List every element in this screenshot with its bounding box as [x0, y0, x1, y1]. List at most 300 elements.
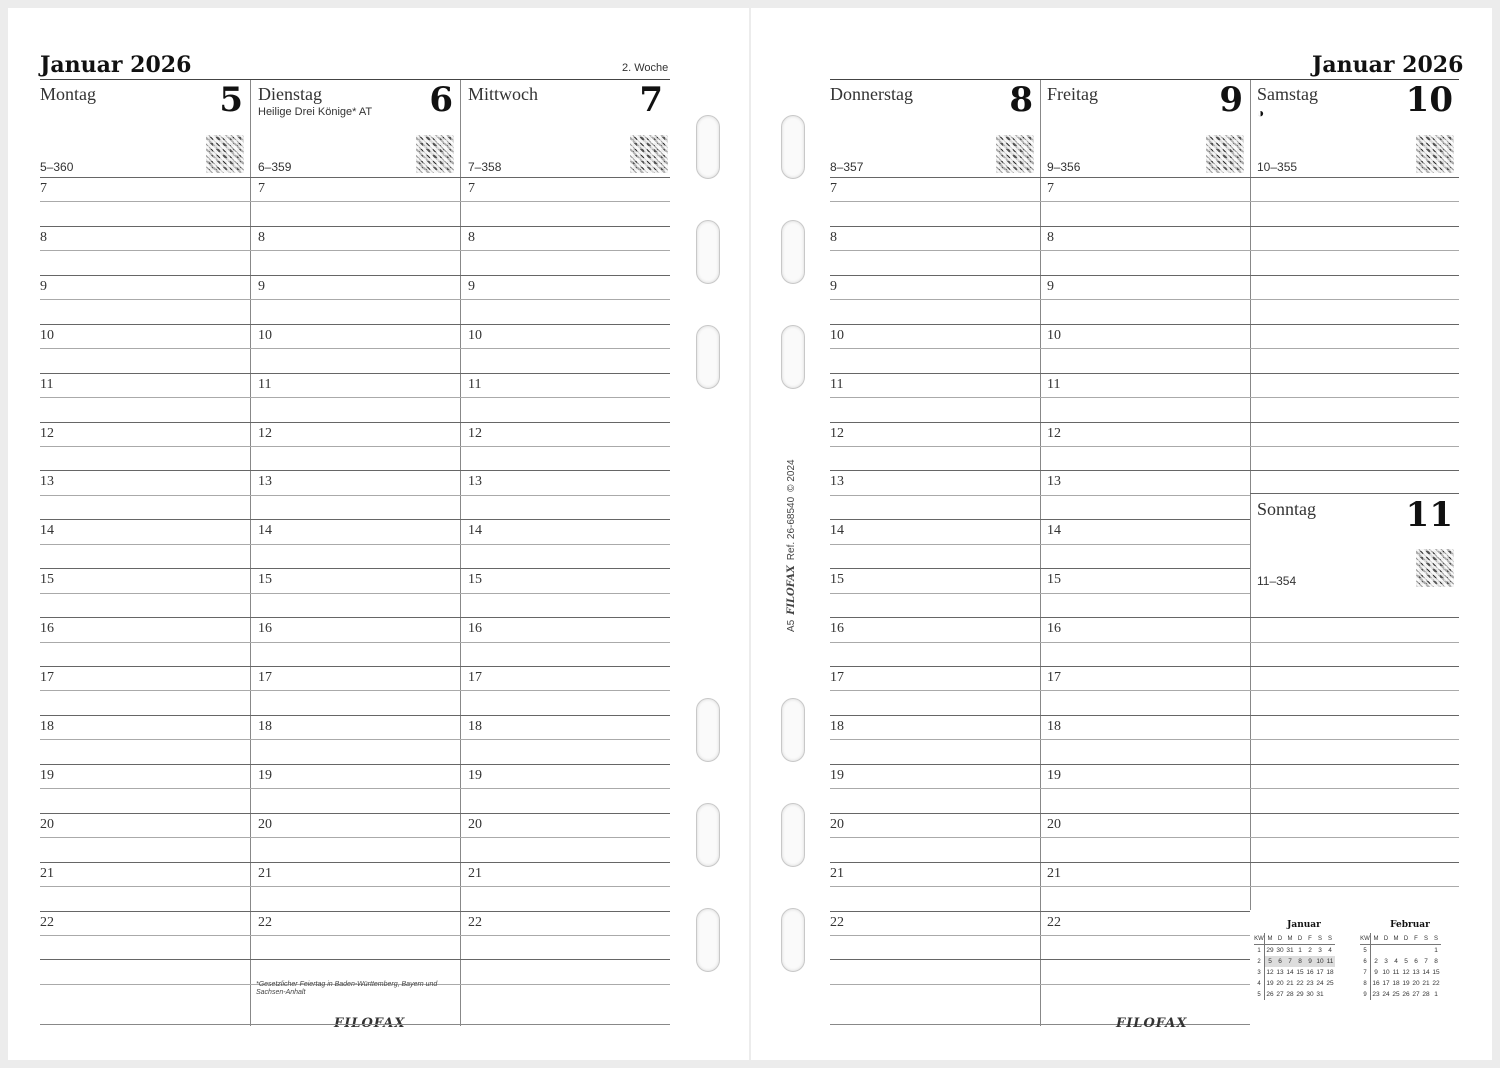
- mini-cal-header: S: [1325, 933, 1335, 945]
- left-grid-line: [40, 397, 670, 398]
- left-grid-line: [40, 324, 670, 325]
- mini-cal-day: 12: [1402, 969, 1410, 976]
- hour-label: 11: [1047, 377, 1061, 392]
- mini-cal-day: 5: [1404, 958, 1408, 965]
- mini-cal-day: [1391, 945, 1401, 957]
- hour-label: 13: [1047, 474, 1061, 489]
- left-grid-line: [40, 862, 670, 863]
- holiday-label-1: Heilige Drei Könige* AT: [258, 106, 373, 118]
- hour-label: 10: [1047, 328, 1061, 343]
- ring-hole: [781, 908, 805, 972]
- mini-cal-week-number: 3: [1254, 967, 1265, 978]
- hour-label: 8: [1047, 230, 1054, 245]
- qr-code-5: [1416, 135, 1454, 173]
- mini-cal-week-number: 2: [1254, 956, 1265, 967]
- mini-calendar-1: [1360, 933, 1441, 1000]
- ring-hole: [781, 325, 805, 389]
- hour-label: 21: [40, 866, 54, 881]
- mini-cal-day: 6: [1275, 956, 1285, 967]
- right-grid-line: [830, 715, 1459, 716]
- mini-cal-day: 2: [1374, 958, 1378, 965]
- hour-label: 9: [830, 279, 837, 294]
- mini-cal-day: 30: [1306, 991, 1314, 998]
- mini-cal-week-number: 5: [1360, 945, 1371, 957]
- mini-cal-day: 23: [1306, 980, 1314, 987]
- ring-hole: [696, 803, 720, 867]
- mini-cal-week-number: 5: [1254, 989, 1265, 1000]
- right-col-divider-1: [1040, 80, 1041, 1026]
- hour-label: 20: [468, 817, 482, 832]
- mini-cal-header: F: [1305, 933, 1315, 945]
- hour-label: 9: [468, 279, 475, 294]
- right-grid-line: [830, 177, 1459, 178]
- mini-cal-day: 20: [1412, 980, 1420, 987]
- right-grid-line: [830, 348, 1459, 349]
- right-grid-line: [830, 788, 1459, 789]
- left-grid-line: [40, 226, 670, 227]
- hour-label: 20: [40, 817, 54, 832]
- day-name-4: Freitag: [1047, 84, 1098, 104]
- hour-label: 10: [40, 328, 54, 343]
- hour-label: 22: [258, 915, 272, 930]
- hour-label: 13: [468, 474, 482, 489]
- hour-label: 15: [1047, 572, 1061, 587]
- right-header-rule: [830, 79, 1459, 80]
- mini-cal-day: 10: [1382, 969, 1390, 976]
- right-grid-line: [830, 690, 1459, 691]
- mini-cal-day: 5: [1265, 956, 1276, 967]
- hour-label: 17: [830, 670, 844, 685]
- mini-cal-day: 21: [1422, 980, 1430, 987]
- mini-cal-header: M: [1285, 933, 1295, 945]
- hour-label: 14: [468, 523, 482, 538]
- mini-cal-header: M: [1391, 933, 1401, 945]
- ring-hole: [781, 698, 805, 762]
- mini-cal-day: 19: [1402, 980, 1410, 987]
- left-grid-line: [40, 837, 670, 838]
- right-grid-line: [830, 544, 1250, 545]
- right-grid-line: [830, 739, 1459, 740]
- mini-cal-header: D: [1275, 933, 1285, 945]
- right-grid-line: [830, 446, 1459, 447]
- hour-label: 21: [1047, 866, 1061, 881]
- sunday-grid-start: [1250, 617, 1459, 618]
- mini-cal-day: 18: [1326, 969, 1334, 976]
- mini-cal-day: [1371, 945, 1382, 957]
- hour-label: 12: [468, 426, 482, 441]
- mini-cal-day: 2: [1308, 947, 1312, 954]
- mini-cal-day: 31: [1286, 947, 1294, 954]
- hour-label: 18: [258, 719, 272, 734]
- hour-label: 20: [258, 817, 272, 832]
- day-name-3: Donnerstag: [830, 84, 913, 104]
- left-col-divider-1: [250, 80, 251, 1026]
- day-of-year-3: 8–357: [830, 160, 864, 174]
- hour-label: 14: [1047, 523, 1061, 538]
- left-grid-line: [40, 177, 670, 178]
- mini-cal-header: D: [1295, 933, 1305, 945]
- mini-calendar-0: [1254, 933, 1335, 1000]
- left-grid-line: [40, 813, 670, 814]
- hour-label: 7: [1047, 181, 1054, 196]
- right-grid-line: [830, 519, 1250, 520]
- left-grid-line: [40, 348, 670, 349]
- mini-cal-day: 6: [1414, 958, 1418, 965]
- hour-label: 18: [1047, 719, 1061, 734]
- mini-cal-day: 20: [1276, 980, 1284, 987]
- right-grid-line: [830, 959, 1250, 960]
- left-grid-line: [40, 544, 670, 545]
- hour-label: 9: [1047, 279, 1054, 294]
- spine-copyright: © 2024: [786, 459, 797, 492]
- day-of-year-0: 5–360: [40, 160, 74, 174]
- hour-label: 12: [1047, 426, 1061, 441]
- spine-ref: Ref. 26-68540: [786, 496, 797, 561]
- holiday-footnote: *Gesetzlicher Feiertag in Baden-Württemberg, Bayern und Sachsen-Anhalt: [256, 981, 438, 996]
- left-grid-line: [40, 299, 670, 300]
- mini-cal-day: 29: [1266, 947, 1274, 954]
- left-grid-line: [40, 519, 670, 520]
- hour-label: 10: [258, 328, 272, 343]
- right-grid-line: [830, 764, 1459, 765]
- left-grid-line: [40, 495, 670, 496]
- mini-cal-day: 12: [1266, 969, 1274, 976]
- day-name-sunday: Sonntag: [1257, 499, 1317, 519]
- right-grid-line: [830, 495, 1250, 496]
- right-grid-line: [830, 911, 1250, 912]
- mini-cal-header: S: [1315, 933, 1325, 945]
- ring-hole: [696, 115, 720, 179]
- mini-cal-day: 24: [1382, 991, 1390, 998]
- hour-label: 21: [258, 866, 272, 881]
- left-grid-line: [40, 764, 670, 765]
- left-grid-line: [40, 935, 670, 936]
- qr-code-3: [996, 135, 1034, 173]
- hour-label: 17: [40, 670, 54, 685]
- spine-brand: FILOFAX: [786, 565, 797, 615]
- hour-label: 7: [258, 181, 265, 196]
- mini-cal-day: 14: [1422, 969, 1430, 976]
- left-grid-line: [40, 739, 670, 740]
- right-col-divider-2: [1250, 80, 1251, 910]
- left-grid-line: [40, 642, 670, 643]
- right-grid-line: [830, 593, 1250, 594]
- mini-cal-day: 1: [1434, 991, 1438, 998]
- hour-label: 19: [468, 768, 482, 783]
- left-grid-line: [40, 911, 670, 912]
- right-grid-line: [830, 397, 1459, 398]
- mini-cal-day: [1325, 989, 1335, 1000]
- mini-cal-week-number: 6: [1360, 956, 1371, 967]
- mini-cal-day: 22: [1432, 980, 1440, 987]
- hour-label: 14: [830, 523, 844, 538]
- left-grid-line: [40, 886, 670, 887]
- right-grid-line: [830, 886, 1459, 887]
- mini-cal-day: 29: [1296, 991, 1304, 998]
- left-grid-line: [40, 715, 670, 716]
- left-grid-line: [40, 690, 670, 691]
- hour-label: 16: [40, 621, 54, 636]
- mini-cal-day: 11: [1392, 969, 1400, 976]
- mini-cal-day: 3: [1384, 958, 1388, 965]
- day-of-year-4: 9–356: [1047, 160, 1081, 174]
- mini-cal-day: 1: [1298, 947, 1302, 954]
- left-col-divider-2: [460, 80, 461, 1026]
- left-header-rule: [40, 79, 670, 80]
- left-page-title: Januar 2026: [40, 52, 192, 78]
- mini-cal-week-number: 1: [1254, 945, 1265, 957]
- mini-cal-day: 28: [1286, 991, 1294, 998]
- right-grid-line: [830, 226, 1459, 227]
- hour-label: 7: [830, 181, 837, 196]
- filofax-logo-right: FILOFAX: [1116, 1016, 1188, 1031]
- right-grid-line: [830, 837, 1459, 838]
- right-grid-line: [830, 984, 1250, 985]
- mini-cal-day: 19: [1266, 980, 1274, 987]
- right-grid-line: [830, 201, 1459, 202]
- right-grid-line: [830, 299, 1459, 300]
- mini-cal-day: 8: [1434, 958, 1438, 965]
- left-grid-line: [40, 593, 670, 594]
- mini-cal-week-number: 4: [1254, 978, 1265, 989]
- right-grid-line: [830, 470, 1459, 471]
- hour-label: 10: [468, 328, 482, 343]
- hour-label: 14: [258, 523, 272, 538]
- left-bottom-rule: [40, 1024, 670, 1025]
- day-number-3: 8: [1009, 80, 1033, 120]
- mini-cal-day: [1411, 945, 1421, 957]
- hour-label: 11: [468, 377, 482, 392]
- mini-cal-day: 14: [1286, 969, 1294, 976]
- hour-label: 16: [468, 621, 482, 636]
- filofax-logo: FILOFAX: [334, 1016, 406, 1031]
- ring-hole: [781, 220, 805, 284]
- day-name-2: Mittwoch: [468, 84, 538, 104]
- hour-label: 22: [830, 915, 844, 930]
- mini-cal-day: 8: [1295, 956, 1305, 967]
- hour-label: 15: [830, 572, 844, 587]
- qr-code-1: [416, 135, 454, 173]
- right-grid-line: [830, 813, 1459, 814]
- mini-cal-day: 1: [1434, 947, 1438, 954]
- hour-label: 21: [468, 866, 482, 881]
- mini-cal-day: 26: [1402, 991, 1410, 998]
- day-of-year-5: 10–355: [1257, 160, 1298, 174]
- hour-label: 9: [40, 279, 47, 294]
- hour-label: 8: [830, 230, 837, 245]
- mini-cal-header: D: [1401, 933, 1411, 945]
- left-grid-line: [40, 422, 670, 423]
- hour-label: 8: [40, 230, 47, 245]
- ring-hole: [696, 908, 720, 972]
- right-grid-line: [830, 935, 1250, 936]
- hour-label: 13: [40, 474, 54, 489]
- spine-size: A5: [786, 619, 797, 632]
- hour-label: 13: [830, 474, 844, 489]
- day-name-1: Dienstag: [258, 84, 322, 104]
- hour-label: 19: [830, 768, 844, 783]
- left-grid-line: [40, 446, 670, 447]
- mini-cal-day: 16: [1306, 969, 1314, 976]
- mini-cal-day: 21: [1286, 980, 1294, 987]
- day-name-0: Montag: [40, 84, 96, 104]
- mini-cal-header: F: [1411, 933, 1421, 945]
- mini-cal-day: 3: [1318, 947, 1322, 954]
- mini-cal-week-number: 8: [1360, 978, 1371, 989]
- hour-label: 16: [258, 621, 272, 636]
- left-grid-line: [40, 788, 670, 789]
- qr-code-4: [1206, 135, 1244, 173]
- qr-code-2: [630, 135, 668, 173]
- hour-label: 16: [830, 621, 844, 636]
- right-page-title: Januar 2026: [1312, 52, 1464, 78]
- hour-label: 20: [1047, 817, 1061, 832]
- right-grid-line: [830, 324, 1459, 325]
- left-grid-line: [40, 201, 670, 202]
- mini-cal-header: D: [1381, 933, 1391, 945]
- ring-hole: [781, 803, 805, 867]
- moon-phase-icon: ◑: [1257, 106, 1265, 120]
- mini-cal-day: 15: [1432, 969, 1440, 976]
- left-grid-line: [40, 568, 670, 569]
- mini-cal-header: KW: [1360, 933, 1371, 945]
- hour-label: 19: [1047, 768, 1061, 783]
- sunday-top-rule: [1250, 493, 1459, 494]
- hour-label: 16: [1047, 621, 1061, 636]
- week-label: 2. Woche: [622, 62, 669, 74]
- day-number-2: 7: [639, 80, 663, 120]
- mini-cal-header: M: [1265, 933, 1276, 945]
- mini-cal-day: 30: [1276, 947, 1284, 954]
- hour-label: 12: [258, 426, 272, 441]
- hour-label: 22: [468, 915, 482, 930]
- mini-cal-title-0: Januar: [1287, 920, 1321, 930]
- ring-hole: [781, 115, 805, 179]
- mini-cal-day: 18: [1392, 980, 1400, 987]
- left-grid-line: [40, 373, 670, 374]
- hour-label: 18: [830, 719, 844, 734]
- hour-label: 19: [258, 768, 272, 783]
- left-grid-line: [40, 617, 670, 618]
- mini-cal-week-number: 9: [1360, 989, 1371, 1000]
- day-number-sunday: 11: [1405, 495, 1453, 535]
- hour-label: 7: [40, 181, 47, 196]
- right-grid-line: [830, 275, 1459, 276]
- mini-cal-day: 10: [1316, 958, 1324, 965]
- hour-label: 13: [258, 474, 272, 489]
- mini-cal-week-number: 7: [1360, 967, 1371, 978]
- hour-label: 17: [468, 670, 482, 685]
- right-grid-line: [830, 666, 1459, 667]
- right-grid-line: [830, 642, 1459, 643]
- day-of-year-sunday: 11–354: [1257, 574, 1297, 588]
- mini-cal-day: 9: [1305, 956, 1315, 967]
- mini-cal-day: 25: [1392, 991, 1400, 998]
- ring-hole: [696, 220, 720, 284]
- mini-cal-day: 23: [1372, 991, 1380, 998]
- mini-cal-day: 4: [1394, 958, 1398, 965]
- mini-cal-day: [1421, 945, 1431, 957]
- day-number-0: 5: [219, 80, 243, 120]
- day-name-5: Samstag: [1257, 84, 1318, 104]
- day-number-1: 6: [429, 80, 453, 120]
- hour-label: 18: [468, 719, 482, 734]
- mini-cal-day: 7: [1285, 956, 1295, 967]
- right-grid-line: [830, 568, 1250, 569]
- left-grid-line: [40, 275, 670, 276]
- mini-cal-header: S: [1431, 933, 1441, 945]
- hour-label: 11: [258, 377, 272, 392]
- hour-label: 10: [830, 328, 844, 343]
- day-number-4: 9: [1219, 80, 1243, 120]
- hour-label: 15: [258, 572, 272, 587]
- hour-label: 17: [258, 670, 272, 685]
- mini-cal-day: 31: [1316, 991, 1324, 998]
- mini-cal-day: 7: [1424, 958, 1428, 965]
- hour-label: 15: [468, 572, 482, 587]
- ring-hole: [696, 325, 720, 389]
- mini-cal-day: 13: [1412, 969, 1420, 976]
- day-number-5: 10: [1405, 80, 1453, 120]
- hour-label: 8: [468, 230, 475, 245]
- mini-cal-day: 26: [1266, 991, 1274, 998]
- hour-label: 15: [40, 572, 54, 587]
- day-of-year-2: 7–358: [468, 160, 502, 174]
- mini-cal-day: 11: [1326, 958, 1334, 965]
- mini-cal-day: 9: [1374, 969, 1378, 976]
- mini-cal-header: S: [1421, 933, 1431, 945]
- mini-cal-day: [1381, 945, 1391, 957]
- hour-label: 11: [830, 377, 844, 392]
- mini-cal-header: M: [1371, 933, 1382, 945]
- hour-label: 20: [830, 817, 844, 832]
- right-grid-line: [830, 422, 1459, 423]
- left-grid-line: [40, 959, 670, 960]
- hour-label: 22: [40, 915, 54, 930]
- mini-cal-day: 28: [1422, 991, 1430, 998]
- hour-label: 12: [40, 426, 54, 441]
- left-grid-line: [40, 470, 670, 471]
- hour-label: 9: [258, 279, 265, 294]
- hour-label: 19: [40, 768, 54, 783]
- mini-cal-day: 17: [1382, 980, 1390, 987]
- hour-label: 18: [40, 719, 54, 734]
- mini-cal-day: 27: [1276, 991, 1284, 998]
- qr-code-sunday: [1416, 549, 1454, 587]
- mini-cal-day: 16: [1372, 980, 1380, 987]
- hour-label: 7: [468, 181, 475, 196]
- mini-cal-title-1: Februar: [1390, 920, 1430, 930]
- right-grid-line: [830, 250, 1459, 251]
- mini-cal-day: 15: [1296, 969, 1304, 976]
- left-grid-line: [40, 250, 670, 251]
- mini-cal-day: 24: [1316, 980, 1324, 987]
- qr-code-0: [206, 135, 244, 173]
- mini-cal-day: 27: [1412, 991, 1420, 998]
- spine-imprint: [786, 454, 797, 632]
- mini-cal-day: 22: [1296, 980, 1304, 987]
- left-grid-line: [40, 666, 670, 667]
- hour-label: 21: [830, 866, 844, 881]
- mini-cal-day: 4: [1328, 947, 1332, 954]
- mini-cal-day: [1401, 945, 1411, 957]
- mini-cal-day: 17: [1316, 969, 1324, 976]
- mini-cal-header: KW: [1254, 933, 1265, 945]
- hour-label: 17: [1047, 670, 1061, 685]
- right-grid-line: [830, 373, 1459, 374]
- day-of-year-1: 6–359: [258, 160, 292, 174]
- ring-hole: [696, 698, 720, 762]
